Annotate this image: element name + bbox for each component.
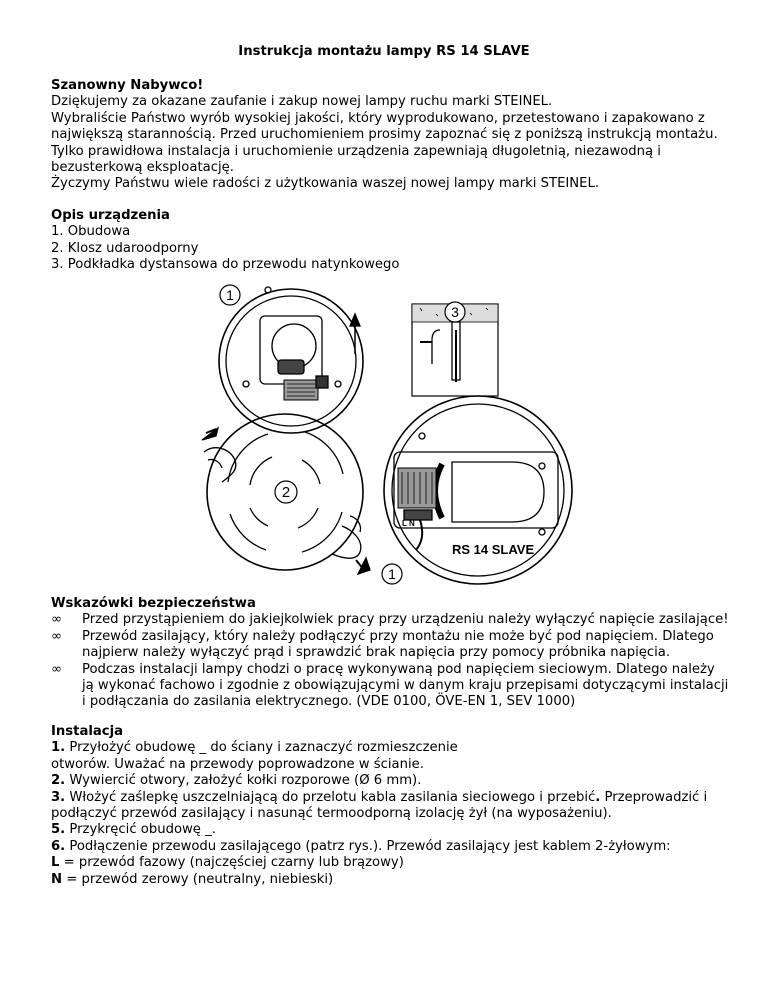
model-label: RS 14 SLAVE [452, 542, 535, 557]
greeting-line: Dziękujemy za okazane zaufanie i zakup nowej lampy ruchu marki STEINEL. [51, 94, 553, 110]
safety-item [51, 612, 741, 628]
step-5: 5. Przykręcić obudowę _. [51, 822, 216, 838]
step-1: 1. Przyłożyć obudowę _ do ściany i zaznaczyć rozmieszczenie [51, 740, 458, 756]
svg-text:2: 2 [281, 484, 291, 501]
safety-item [51, 629, 741, 662]
greeting-heading: Szanowny Nabywco! [51, 78, 204, 93]
bullet-icon: ∞ [51, 628, 62, 644]
description-heading: Opis urządzenia [51, 208, 170, 223]
callout-2 [275, 481, 297, 503]
step-1-cont: otworów. Uważać na przewody poprowadzone w ścianie. [51, 756, 424, 772]
bullet-icon: ∞ [51, 661, 62, 677]
callout-3 [445, 302, 465, 322]
installation-figure [190, 280, 590, 590]
safety-line: i podłączania do zasilania elektrycznego. (VDE 0100, ÖVE-EN 1, SEV 1000) [82, 694, 576, 710]
terminal-label: L N [402, 519, 415, 528]
safety-item [51, 662, 741, 711]
callout-1 [220, 285, 240, 305]
svg-text:1: 1 [388, 566, 396, 582]
safety-line: Przed przystąpieniem do jakiejkolwiek pracy przy urządzeniu należy wyłączyć napięcie zasilające! [82, 612, 729, 628]
greeting-line: Tylko prawidłowa instalacja i uruchomienie urządzenia zapewniają długoletnią, niezawodną i [51, 143, 661, 159]
svg-text:3: 3 [451, 304, 459, 320]
installation-heading: Instalacja [51, 724, 124, 739]
document-title: Instrukcja montażu lampy RS 14 SLAVE [238, 44, 530, 59]
description-section [51, 208, 741, 274]
bullet-icon: ∞ [51, 612, 62, 628]
safety-line: ją wykonać fachowo i zgodnie z obowiązującymi w danym kraju przepisami dotyczącymi instalacji [82, 678, 729, 694]
safety-heading: Wskazówki bezpieczeństwa [51, 596, 256, 611]
greeting-section [51, 78, 741, 193]
description-item: 2. Klosz udaroodporny [51, 240, 199, 256]
wire-n: N = przewód zerowy (neutralny, niebieski) [51, 871, 334, 887]
greeting-line: Życzymy Państwu wiele radości z użytkowania waszej nowej lampy marki STEINEL. [51, 176, 600, 192]
safety-section [51, 596, 741, 711]
safety-line: Podczas instalacji lampy chodzi o pracę wykonywaną pod napięciem sieciowym. Dlatego należy [82, 661, 715, 677]
installation-section [51, 724, 741, 888]
safety-line: najpierw należy wyłączyć prąd i sprawdzić brak napięcia przy pomocy próbnika napięcia. [82, 645, 671, 661]
svg-text:1: 1 [226, 287, 234, 303]
step-3-cont: podłączyć przewód zasilający i nasunąć termoodporną izolację żył (na wyposażeniu). [51, 806, 612, 822]
callout-1b [382, 564, 402, 584]
step-6: 6. Podłączenie przewodu zasilającego (patrz rys.). Przewód zasilający jest kablem 2-żyłowym: [51, 838, 671, 854]
safety-line: Przewód zasilający, który należy podłączyć przy montażu nie może być pod napięciem. Dlatego [82, 628, 714, 644]
housing-top-left [219, 287, 363, 433]
description-item: 1. Obudowa [51, 224, 131, 240]
step-2: 2. Wywiercić otwory, założyć kołki rozporowe (Ø 6 mm). [51, 773, 422, 789]
greeting-line: bezusterkową eksploatację. [51, 160, 234, 176]
greeting-line: największą starannością. Przed uruchomieniem prosimy zapoznać się z poniższą instrukcją montażu. [51, 127, 718, 143]
description-item: 3. Podkładka dystansowa do przewodu natynkowego [51, 257, 400, 273]
wire-l: L = przewód fazowy (najczęściej czarny lub brązowy) [51, 855, 404, 871]
greeting-line: Wybraliście Państwo wyrób wysokiej jakości, który wyprodukowano, przetestowano i zapakowano z [51, 110, 705, 126]
step-3: 3. Włożyć zaślepkę uszczelniającą do przelotu kabla zasilania sieciowego i przebić. Przeprowadzić i [51, 789, 708, 805]
